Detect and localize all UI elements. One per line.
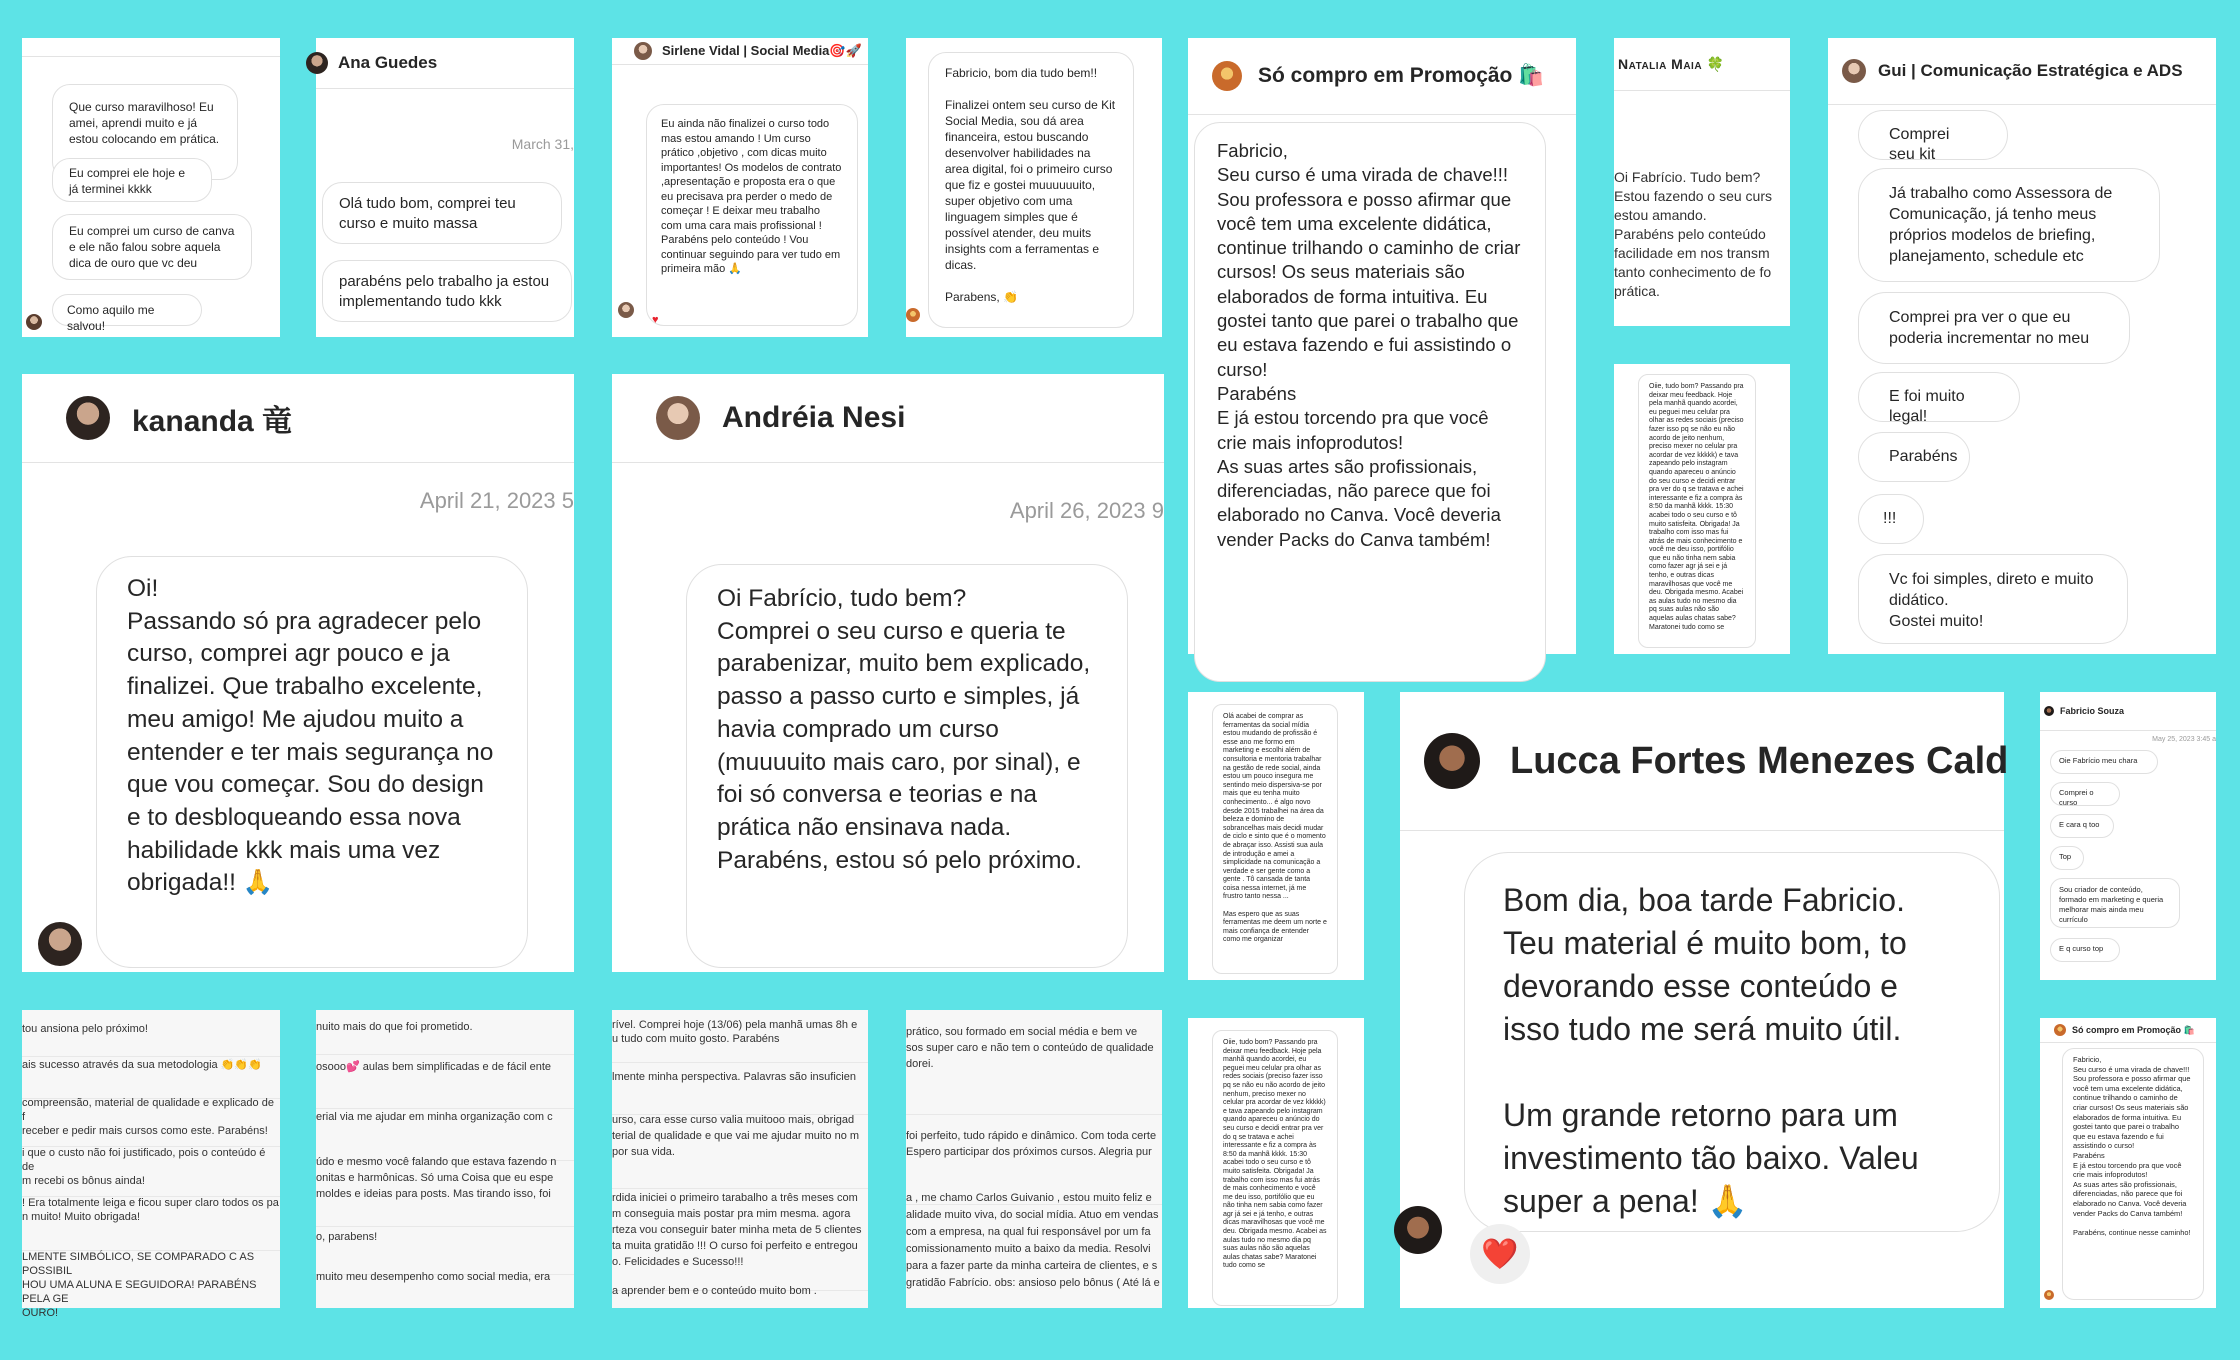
profile-name: Natalia Maia 🍀 [1618, 55, 1725, 72]
heart-reaction-icon: ♥ [652, 314, 659, 326]
list-item: rível. Comprei hoje (13/06) pela manhã umas 8h e u tudo com muito gosto. Parabéns [612, 1010, 868, 1063]
list-item: lmente minha perspectiva. Palavras são insuficien [612, 1054, 868, 1115]
list-item: tou ansiona pelo próximo! [22, 1010, 280, 1057]
testimonial-card-11 [1188, 692, 1364, 980]
message-bubble: Fabricio, Seu curso é uma virada de chave!!! Sou professora e posso afirmar que você tem uma excelente didática, continue trilhando o caminho de criar cursos! Os seus materiais são elaborados de forma intuitiva. Eu gostei tanto que parei o trabalho que eu estava fazendo e fui assistindo o curso! Parabéns E já estou torcendo pra que você crie mais infoprodutos! As suas artes são profissionais, diferenciadas, não parece que foi elaborado no Canva. Você deveria vender Packs do Canva também! Parabéns, continue nesse caminho! [2062, 1048, 2204, 1300]
profile-name: Lucca Fortes Menezes Cald [1510, 739, 2009, 782]
profile-name: Só compro em Promoção 🛍️ [1258, 64, 1545, 87]
chat-header [2040, 1018, 2216, 1043]
chat-header [316, 38, 574, 89]
message-date: March 31, [511, 136, 574, 152]
list-item: ! Era totalmente leiga e ficou super claro todos os pa n muito! Muito obrigada! [22, 1184, 280, 1251]
testimonial-card-12 [1400, 692, 2009, 1308]
message-bubble: Como aquilo me salvou! [52, 294, 202, 326]
profile-avatar [1424, 733, 1480, 789]
sender-avatar [26, 314, 42, 330]
profile-name: Fabricio Souza [2060, 706, 2125, 716]
chat-header [22, 38, 280, 57]
message-bubble: Comprei pra ver o que eu poderia incrementar no meu [1858, 292, 2130, 364]
profile-avatar [306, 52, 328, 74]
profile-name: Ana Guedes [338, 53, 438, 72]
testimonial-card-6 [1614, 38, 1790, 326]
message-bubble: Oie Fabrício meu chara [2050, 750, 2158, 774]
chat-header [1828, 38, 2216, 105]
message-bubble: E cara q too [2050, 814, 2114, 838]
testimonial-card-14 [2040, 1018, 2216, 1308]
chat-header [2040, 692, 2216, 731]
message-bubble: Eu comprei um curso de canva e ele não falou sobre aquela dica de ouro que vc deu [52, 214, 252, 280]
message-bubble: Oiie, tudo bom? Passando pra deixar meu feedback. Hoje pela manhã quando acordei, eu peguei meu celular pra olhar as redes sociais (preciso fazer isso pq se não eu não acordo de jeito nenhum, preciso mexer no celular pra acordar de vez kkkkk) e tava zapeando pelo instagram quando apareceu o anúncio do seu curso e decidi entrar pra ver do q se tratava e achei interessante e fiz a compra às 8:50 da manhã kkkk. 15:30 acabei todo o seu curso e tô muito satisfeita. Obrigada! Ja trabalho com isso mas fui atrás de mais conhecimento e você me deu isso, portifólio que eu não tinha nem sabia como fazer agr já sei e já tenho, e outras dicas maravilhosas que você me deu. Obrigada mesmo. Acabei as aulas tudo no mesmo dia pq suas aulas não são aquelas aulas chatas sabe? Maratonei tudo como se [1638, 374, 1756, 648]
list-item: údo e mesmo você falando que estava fazendo n onitas e harmônicas. Só uma Coisa que eu espe moldes e ideias para posts. Mas tirando isso, foi [316, 1142, 574, 1227]
sender-avatar [1394, 1206, 1442, 1254]
chat-header [1188, 38, 1576, 115]
profile-name: Só compro em Promoção 🛍️ [2072, 1024, 2195, 1035]
profile-avatar [1212, 61, 1242, 91]
testimonial-card-1 [22, 38, 280, 337]
testimonial-card-4 [906, 38, 1162, 337]
testimonial-card-9 [612, 374, 1164, 972]
message-bubble: Eu ainda não finalizei o curso todo mas estou amando ! Um curso prático ,objetivo , com dicas muito importantes! Os modelos de contrato ,apresentação e proposta era o que eu precisava pra perder o medo de começar ! E deixar meu trabalho com uma cara mais profissional ! Parabéns pelo conteúdo ! Vou continuar seguindo para ver tudo em primeira mão 🙏 [646, 104, 858, 326]
list-item: urso, cara esse curso valia muitooo mais, obrigad terial de qualidade e que vai me ajudar muito no m por sua vida. [612, 1098, 868, 1189]
list-item: prático, sou formado em social média e bem ve sos super caro e não tem o conteúdo de qualidade dorei. [906, 1010, 1162, 1115]
testimonial-card-13 [2040, 692, 2216, 980]
message-bubble: !!! [1858, 494, 1924, 544]
sender-avatar [2044, 1290, 2054, 1300]
list-item: compreensão, material de qualidade e explicado de f receber e pedir mais cursos como este. Parabéns! [22, 1084, 280, 1147]
testimonial-card-8 [22, 374, 574, 972]
list-item: foi perfeito, tudo rápido e dinâmico. Com toda certe Espero participar dos próximos cursos. Alegria pur [906, 1100, 1162, 1205]
message-bubble: Top [2050, 846, 2084, 870]
list-item: a aprender bem e o conteúdo muito bom . [612, 1285, 817, 1297]
list-item: rdida iniciei o primeiro tarabalho a três meses com m conseguia mais postar pra mim mesma. agora rteza vou conseguir bater minha meta de 5 clientes ta muita gratidão !!! O curso foi perfeito e entregou o. Felicidades e Sucesso!!! [612, 1174, 868, 1291]
list-item: muito meu desempenho como social media, era [316, 1271, 551, 1283]
message-bubble: Parabéns [1858, 432, 1970, 482]
testimonial-list-card-1 [22, 1010, 280, 1319]
chat-header [612, 38, 868, 65]
profile-name: Gui | Comunicação Estratégica e ADS [1878, 61, 2183, 80]
message-bubble: Olá acabei de comprar as ferramentas da social mídia estou mudando de profissão é esse ano me formo em marketing e escolhi além de consultoria e mentoria trabalhar na gestão de rede social, ainda estou um pouco insegura me sentindo meio dispersiva-se por mais que eu tenha muito conhecimento... é algo novo desde 2015 trabalhei na área da beleza e domino de sobrancelhas mais decidi mudar de ciclo e sinto que é o momento de abraçar isso. Assisti sua aula de introdução e amei a simplicidade na comunicação a verdade e ser gente como a gente . Tô cansada de tanta coisa nessa internet, já me frustro tanto nessa ... Mas espero que as suas ferramentas me deem um norte e mais confiança de entender como me organizar [1212, 704, 1338, 974]
message-date: April 26, 2023 9 [1009, 498, 1164, 523]
chat-header [612, 374, 1164, 463]
chat-header [22, 374, 574, 463]
testimonial-card-7 [1828, 38, 2216, 654]
message-date: April 21, 2023 5 [419, 488, 574, 513]
profile-avatar [2044, 706, 2054, 716]
list-item: LMENTE SIMBÓLICO, SE COMPARADO C AS POSSIBIL HOU UMA ALUNA E SEGUIDORA! PARABÉNS PELA GE OURO! [22, 1251, 257, 1319]
message-bubble: Oi! Passando só pra agradecer pelo curso, comprei agr pouco e ja finalizei. Que trabalho excelente, meu amigo! Me ajudou muito a entender e ter mais segurança no que vou começar. Sou do design e to desbloqueando essa nova habilidade kkk mais uma vez obrigada!! 🙏 [96, 556, 528, 968]
testimonial-card-10 [1614, 364, 1790, 654]
profile-avatar [2054, 1024, 2066, 1036]
chat-header [1400, 692, 2009, 831]
profile-avatar [656, 396, 700, 440]
testimonial-card-15 [1188, 1018, 1364, 1308]
message-bubble: Já trabalho como Assessora de Comunicação, já tenho meus próprios modelos de briefing, planejamento, schedule etc [1858, 168, 2160, 282]
message-bubble: Que curso maravilhoso! Eu amei, aprendi muito e já estou colocando em prática. [52, 84, 238, 180]
message-bubble: Oiie, tudo bom? Passando pra deixar meu feedback. Hoje pela manhã quando acordei, eu peguei meu celular pra olhar as redes sociais (preciso fazer isso pq se não eu não acordo de jeito nenhum, preciso mexer no celular pra acordar de vez kkkkk) e tava zapeando pelo instagram quando apareceu o anúncio do seu curso e decidi entrar pra ver do q se tratava e achei interessante e fiz a compra às 8:50 da manhã kkkk. 15:30 acabei todo o seu curso e tô muito satisfeita. Obrigada! Ja trabalho com isso mas fui atrás de mais conhecimento e você me deu isso, portifólio que eu não tinha nem sabia como fazer agr já sei e já tenho, e outras dicas maravilhosas que você me deu. Obrigada mesmo. Acabei as aulas tudo no mesmo dia pq suas aulas não são aquelas aulas chatas sabe? Maratonei tudo como se [1212, 1030, 1338, 1306]
profile-avatar [1842, 59, 1866, 83]
message-bubble: Oi Fabrício, tudo bem? Comprei o seu curso e queria te parabenizar, muito bem explicado, passo a passo curto e simples, já havia comprado um curso (muuuuito mais caro, por sinal), e foi só conversa e teorias e na prática não ensinava nada. Parabéns, estou só pelo próximo. [686, 564, 1128, 968]
list-item: i que o custo não foi justificado, pois o conteúdo é de m recebi os bônus ainda! [22, 1134, 280, 1197]
list-item: ais sucesso através da sua metodologia 👏👏👏 [22, 1044, 280, 1099]
message-bubble: Comprei o curso [2050, 782, 2120, 806]
message-bubble: Comprei seu kit [1858, 110, 2008, 160]
message-bubble: Olá tudo bom, comprei teu curso e muito massa [322, 182, 562, 244]
profile-name: Andréia Nesi [722, 401, 906, 434]
profile-name: Sirlene Vidal | Social Media🎯🚀 [662, 43, 862, 58]
message-bubble: E q curso top [2050, 938, 2120, 962]
message-bubble: Vc foi simples, direto e muito didático. Gostei muito! [1858, 554, 2128, 644]
list-item: a , me chamo Carlos Guivanio , estou muito feliz e alidade muito viva, do social mídia. Atuo em vendas com a empresa, na qual fui responsável por um fa comissionamento muito a baixo da media. Resolvi para a fazer parte da minha carteira de clientes, e s gratidão Fabrício. obs: ansioso pelo bônus ( Até lá e [906, 1192, 1160, 1289]
list-item: osooo💕 aulas bem simplificadas e de fácil ente [316, 1044, 574, 1109]
list-item: erial via me ajudar em minha organização com c [316, 1092, 574, 1161]
sender-avatar [618, 302, 634, 318]
sender-avatar [906, 308, 920, 322]
message-bubble: Fabricio, Seu curso é uma virada de chave!!! Sou professora e posso afirmar que você tem uma excelente didática, continue trilhando o caminho de criar cursos! Os seus materiais são elaborados de forma intuitiva. Eu gostei tanto que parei o trabalho que eu estava fazendo e fui assistindo o curso! Parabéns E já estou torcendo pra que você crie mais infoprodutos! As suas artes são profissionais, diferenciadas, não parece que foi elaborado no Canva. Você deveria vender Packs do Canva também! [1194, 122, 1546, 682]
profile-name: kananda 竜 [132, 405, 293, 438]
message-date: May 25, 2023 3:45 a [2152, 736, 2216, 743]
testimonial-list-card-3 [612, 1010, 868, 1308]
message-bubble: Bom dia, boa tarde Fabricio. Teu material é muito bom, to devorando esse conteúdo e isso tudo me será muito útil. Um grande retorno para um investimento tão baixo. Valeu super a pena! 🙏 [1464, 852, 2000, 1232]
list-item: nuito mais do que foi prometido. [316, 1010, 574, 1055]
message-text: Oi Fabrício. Tudo bem? Estou fazendo o seu curs estou amando. Parabéns pelo conteúdo facilidade em nos transm tanto conhecimento de fo prática. [1614, 169, 1772, 299]
message-bubble: E foi muito legal! [1858, 372, 2020, 422]
testimonial-card-5 [1188, 38, 1576, 654]
heart-reaction-icon: ❤️ [1470, 1224, 1530, 1284]
sender-avatar [38, 922, 82, 966]
testimonial-list-card-4 [906, 1010, 1162, 1308]
message-bubble: Eu comprei ele hoje e já terminei kkkk [52, 158, 212, 202]
testimonial-card-2 [316, 38, 574, 337]
message-bubble: parabéns pelo trabalho ja estou implementando tudo kkk [322, 260, 572, 322]
list-item: o, parabens! [316, 1214, 574, 1275]
testimonial-list-card-2 [316, 1010, 574, 1308]
chat-header [1614, 38, 1790, 91]
message-bubble: Fabricio, bom dia tudo bem!! Finalizei ontem seu curso de Kit Social Media, sou dá area financeira, estou buscando desenvolver habilidades na area digital, foi o primeiro curso que fiz e gostei muuuuuuito, super objetivo com uma linguagem simples que é possível atender, deu muits insights com a ferramentas e dicas. Parabens, 👏 [928, 52, 1134, 328]
profile-avatar [66, 396, 110, 440]
profile-avatar [634, 42, 652, 60]
testimonial-card-3 [612, 38, 868, 337]
message-bubble: Sou criador de conteúdo, formado em marketing e queria melhorar mais ainda meu currículo [2050, 878, 2180, 928]
